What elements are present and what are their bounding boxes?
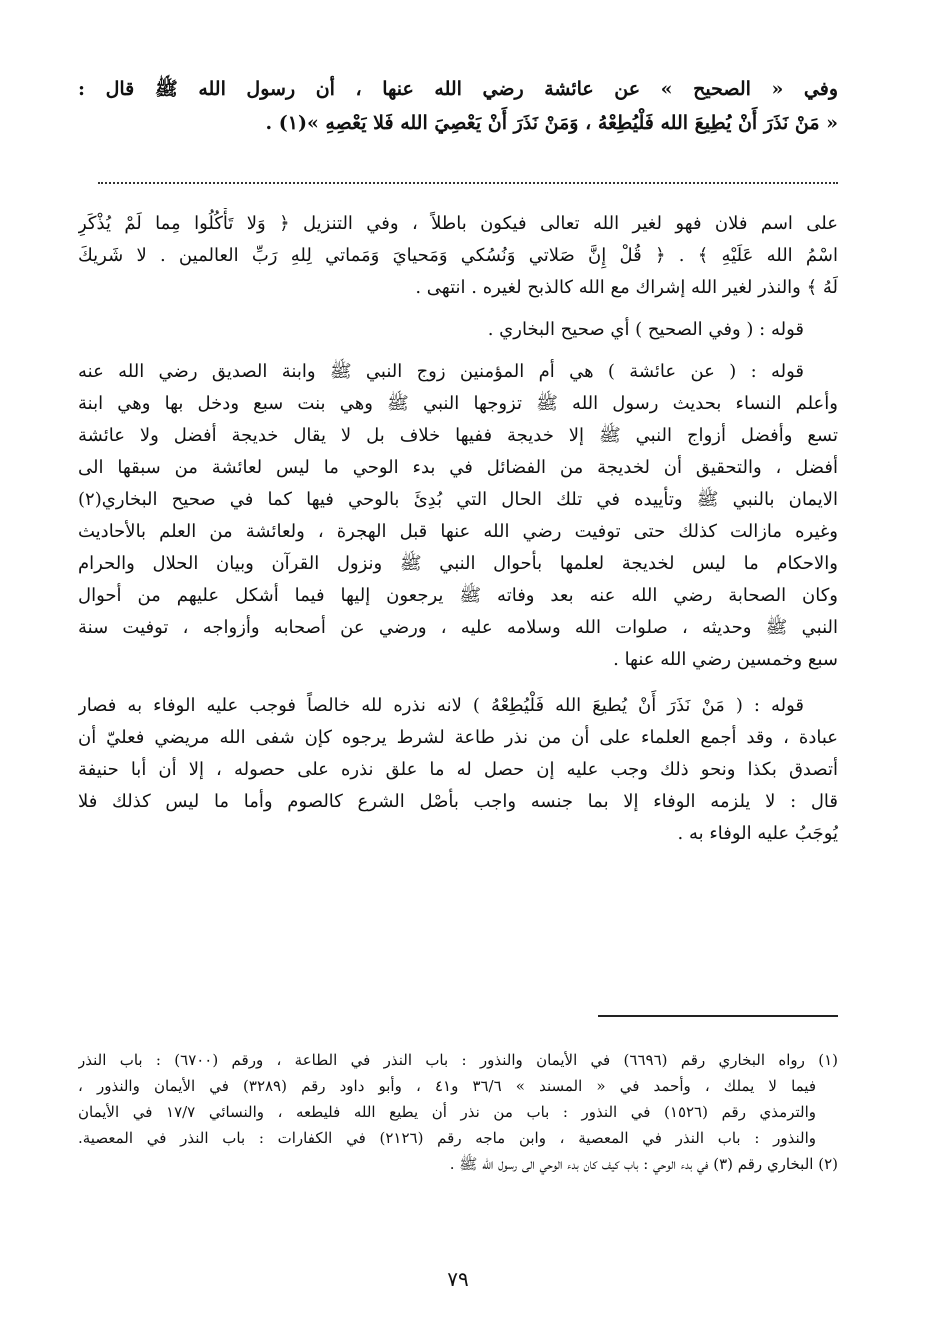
text-line: النبي ﷺ وحديثه ، صلوات الله وسلامه عليه ، ورضي عن أصحابه وأزواجه ، توفيت سنة xyxy=(78,617,838,638)
page-number: ٧٩ xyxy=(447,1267,469,1291)
text-line: وأعلم النساء بحديث رسول الله ﷺ تزوجها النبي ﷺ وهي بنت سبع ودخل بها وهي ابنة xyxy=(78,393,838,414)
text-line: وكان الصحابة رضي الله عنه بعد وفاته ﷺ يرجعون إليها فيما أشكل عليهم من أحوال xyxy=(78,585,838,606)
footnote-line: والنذور : باب النذر في المعصية ، وابن ماجه رقم (٢١٢٦) في الكفارات : باب النذر في المعصية. xyxy=(78,1129,816,1147)
footnote-rule xyxy=(598,1015,838,1017)
text-line: سبع وخمسين رضي الله عنها . xyxy=(613,649,838,670)
text-line: اسْمُ الله عَلَيْهِ ﴾ . ﴿ قُلْ إِنَّ صَلاتي وَنُسُكي وَمَحيايَ وَمَماتي لِلهِ رَبِّ العالمين . لا شَريكَ xyxy=(78,245,838,266)
text-line: يُوجَبُ عليه الوفاء به . xyxy=(677,823,838,844)
footnotes-block xyxy=(78,1047,838,1177)
hadith-line: « مَنْ نَذَرَ أَنْ يُطِيعَ الله فَلْيُطِعْهُ ، وَمَنْ نَذَرَ أَنْ يَعْصِيَ الله فَلا يَعْصِهِ »(١) . xyxy=(265,112,838,134)
text-line: تسع وأفضل أزواج النبي ﷺ إلا خديجة ففيها خلاف بل لا يقال خديجة أفضل ولا عائشة xyxy=(78,425,838,446)
text-line: قال : لا يلزمه الوفاء إلا بما جنسه واجب بأصْل الشرع كالصوم وأما ما ليس كذلك فلا xyxy=(78,791,838,812)
hadith-text-block xyxy=(78,72,838,140)
text-line: قوله : ( مَنْ نَذَرَ أَنْ يُطيعَ الله فَلْيُطِعْهُ ) لانه نذره لله خالصاً فوجب عليه الوفاء به فصار xyxy=(78,695,804,716)
text-line: والاحكام ما ليس لخديجة لعلمها بأحوال النبي ﷺ ونزول القرآن وبيان الحلال والحرام xyxy=(78,553,838,574)
footnote-line: (١) رواه البخاري رقم (٦٦٩٦) في الأيمان والنذور : باب النذر في الطاعة ، ورقم (٦٧٠٠) : باب النذر xyxy=(78,1051,838,1069)
text-line: على اسم فلان فهو لغير الله تعالى فيكون باطلاً ، وفي التنزيل ﴿ وَلا تَأْكُلُوا مِما لَمْ يُذْكَرِ xyxy=(78,213,838,234)
dotted-separator xyxy=(98,182,838,184)
text-line: أتصدق بكذا ونحو ذلك وجب عليه إن حصل له ما علق نذره على حصوله ، إلا أن أبا حنيفة xyxy=(78,759,838,780)
text-line: أفضل ، والتحقيق أن لخديجة من الفضائل في بدء الوحي ما ليس لعائشة من سبقها الى xyxy=(78,457,838,478)
text-line: قوله : ( وفي الصحيح ) أي صحيح البخاري . xyxy=(487,319,804,340)
paragraph xyxy=(78,690,838,850)
text-line: وغيره مازالت كذلك حتى توفيت رضي الله عنها قبل الهجرة ، ولعائشة من العلم بالأحاديث xyxy=(78,521,838,542)
text-line: قوله : ( عن عائشة ) هي أم المؤمنين زوج النبي ﷺ وابنة الصديق رضي الله عنه xyxy=(78,361,804,382)
commentary-block xyxy=(78,208,838,850)
text-line: الايمان بالنبي ﷺ وتأييده في تلك الحال التي بُدِئَ بالوحي فيها كما في صحيح البخاري(٢) xyxy=(78,489,838,510)
book-page xyxy=(78,62,838,1312)
footnote-line: والترمذي رقم (١٥٢٦) في النذور : باب من نذر أن يطيع الله فليطعه ، والنسائي ١٧/٧ في الأيمان xyxy=(78,1103,816,1121)
footnote-line: (٢) البخاري رقم (٣) في بدء الوحي : باب كيف كان بدء الوحي الى رسول الله ﷺ . xyxy=(449,1155,838,1173)
text-line: لَهُ ﴾ والنذر لغير الله إشراك مع الله كالذبح لغيره . انتهى . xyxy=(415,277,838,298)
footnote-line: فيما لا يملك ، وأحمد في « المسند » ٣٦/٦ و٤١ ، وأبو داود رقم (٣٢٨٩) في الأيمان والنذور ، xyxy=(78,1077,817,1095)
paragraph xyxy=(78,314,838,346)
hadith-line: وفي « الصحيح » عن عائشة رضي الله عنها ، أن رسول الله ﷺ قال : xyxy=(78,78,838,100)
paragraph xyxy=(78,208,838,304)
paragraph xyxy=(78,356,838,676)
text-line: عبادة ، وقد أجمع العلماء على أن من نذر طاعة لشرط يرجوه كإن شفى الله مريضي فعليّ أن xyxy=(78,727,838,748)
